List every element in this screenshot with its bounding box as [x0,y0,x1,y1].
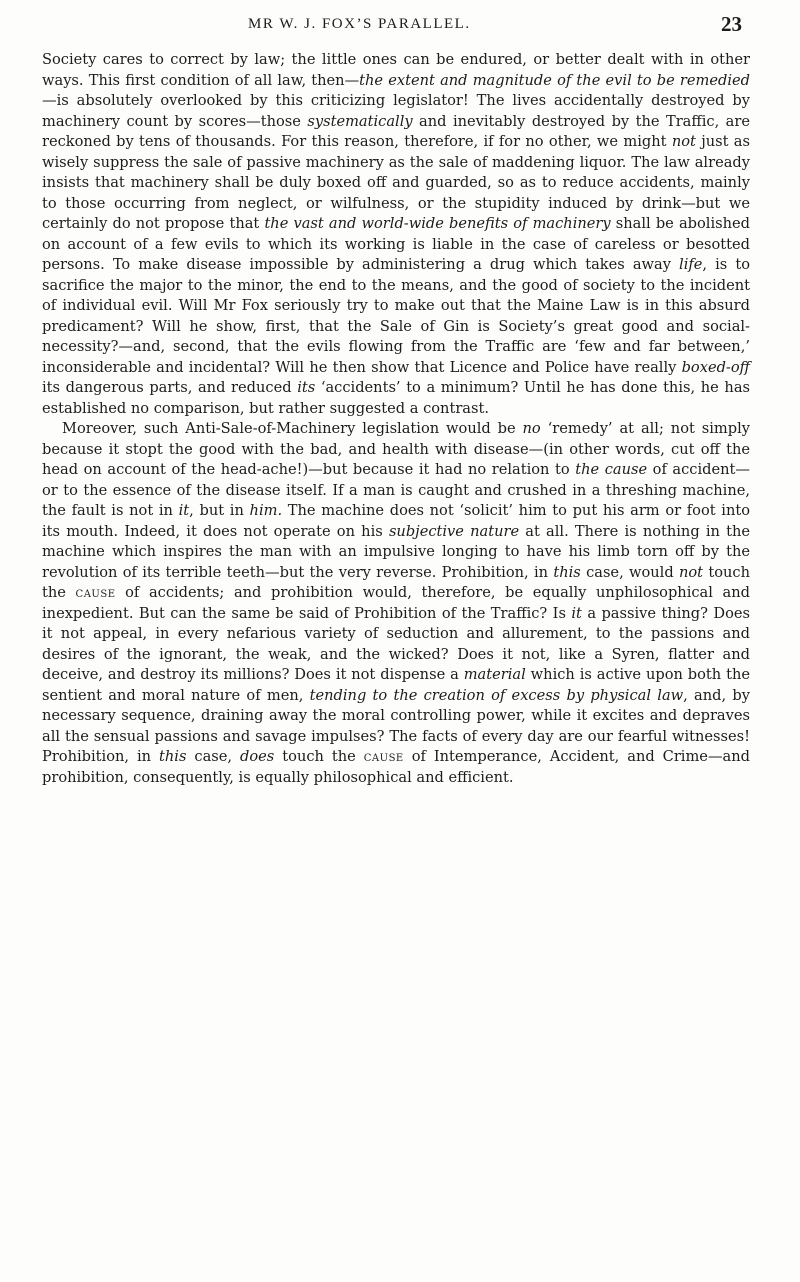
italic-span: life [679,256,703,273]
italic-span: material [463,666,526,683]
text-span: its dangerous parts, and reduced [42,379,298,396]
small-caps-span: cause [363,748,404,765]
italic-span: boxed-off [681,358,750,376]
text-span: touch the [274,748,364,765]
italic-span: him. [249,502,283,519]
text-span: ‘accidents’ to a minimum? Until he has done this, he has established no comparison, but rather suggested a contrast. [42,379,751,417]
text-span: just as wisely suppress the sale of passive machinery as the sale of maddening liquor. The law already insists that machinery shall be duly boxed off and guarded, so as to reduce accidents, mainly to those occurring from neglect, or wilfulness, or the stupidity induced by drink—but we certainly do not propose that [42,133,750,232]
italic-span: systematically [307,112,413,130]
italic-span: this [553,563,581,581]
italic-span: this [159,748,187,765]
text-span: Moreover, such Anti-Sale-of-Machinery legislation would be [62,420,523,437]
page-number: 23 [721,12,742,36]
italic-span: the extent and magnitude of the evil to be remedied [359,71,750,89]
italic-span: the cause [575,461,648,478]
running-head [248,12,742,38]
text-span: touch the [42,563,750,601]
text-span: which is active upon both the sentient and moral nature of men, [42,666,750,704]
text-span: of accident—or to the essence of the disease itself. If a man is caught and crushed in a threshing machine, the fault is not in [42,461,750,519]
italic-span: does [240,748,275,765]
body-text [42,50,750,788]
text-span: case, [186,748,241,765]
text-span: of accidents; and prohibition would, therefore, be equally unphilosophical and inexpedient. But can the same be said of Prohibition of the Traffic? Is [42,584,750,622]
text-span: and inevitably destroyed by the Traffic, are reckoned by tens of thousands. For this reason, therefore, if for no other, we might [42,112,750,150]
running-title: MR W. J. FOX’S PARALLEL. [248,16,471,32]
italic-span: subjective nature [388,522,520,540]
text-span: shall be abolished on account of a few evils to which its working is liable in the case of careless or besotted persons. To make disease impossible by administering a drug which takes away [42,215,750,273]
italic-span: not [671,133,696,150]
italic-span: tending to the creation of excess by physical law [309,686,684,704]
text-span: of Intemperance, Accident, and Crime—and prohibition, consequently, is equally philosophical and efficient. [42,748,750,786]
text-span: , is to sacrifice the major to the minor, the end to the means, and the good of society to the incident of individual evil. Will Mr Fox seriously try to make out that the Maine Law is in this absurd predicament? Will he show, first, that the Sale of Gin is Society’s great good and social-necessity?—and, second, that the evils flowing from the Traffic are ‘few and far between,’ inconsiderable and incidental? Will he then show that Licence and Police have really [42,256,750,376]
text-span: , but in [189,502,250,519]
text-span: —is absolutely overlooked by this criticizing legislator! The lives accidentally destroyed by machinery count by scores—those [42,92,750,130]
paragraph-1 [42,50,750,419]
italic-span: the vast and world-wide benefits of machinery [264,215,611,232]
italic-span: its [297,379,316,396]
text-span: , and, by necessary sequence, draining away the moral controlling power, while it excites and depraves all the sensual passions and savage impulses? The facts of every day are our fearful witnesses! Prohibition, in [42,686,750,765]
text-span: case, would [580,563,679,581]
italic-span: not [679,563,704,581]
italic-span: it [571,604,582,622]
text-span: Society cares to correct by law; the little ones can be endured, or better dealt with in other ways. This first condition of all law, then— [42,51,750,89]
italic-span: no [522,420,541,437]
text-span: a passive thing? Does it not appeal, in every nefarious variety of seduction and allurement, to the passions and desires of the ignorant, the weak, and the wicked? Does it not, like a Syren, flatter and deceive, and destroy its millions? Does it not dispense a [42,604,750,683]
text-span: The machine does not ‘solicit’ him to put his arm or foot into its mouth. Indeed, it does not operate on his [42,502,751,540]
paragraph-2 [42,419,750,788]
text-span: at all. There is nothing in the machine which inspires the man with an impulsive longing to have his limb torn off by the revolution of its terrible teeth—but the very reverse. Prohibition, in [42,522,751,581]
text-span: ‘remedy’ at all; not simply because it stopt the good with the bad, and health with disease—(in other words, cut off the head on account of the head-ache!)—but because it had no relation to [42,420,750,478]
italic-span: it [178,502,190,519]
small-caps-span: cause [75,584,116,601]
